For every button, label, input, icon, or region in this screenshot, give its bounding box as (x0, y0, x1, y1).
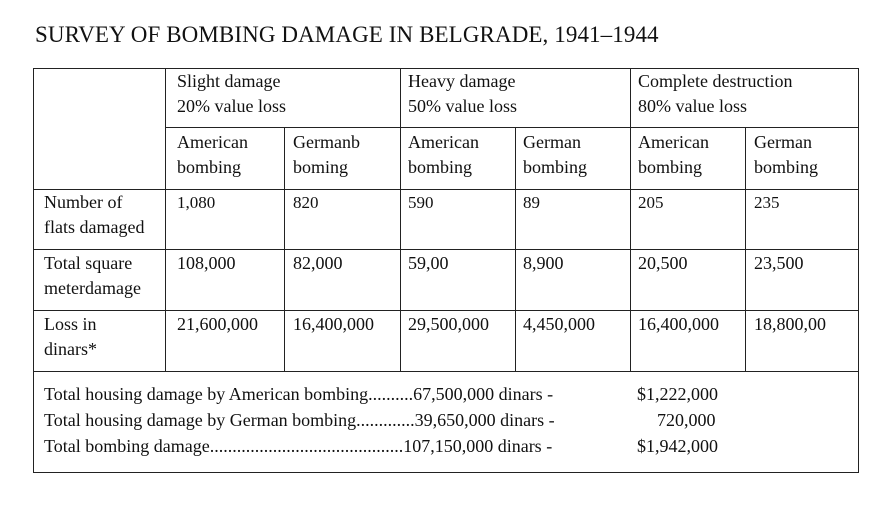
group-header-complete (638, 69, 792, 119)
table-rule-subheader (33, 189, 859, 190)
table-cell: 21,600,000 (177, 314, 258, 334)
subheader-complete-german (754, 130, 818, 180)
page-title: SURVEY OF BOMBING DAMAGE IN BELGRADE, 1941–1944 (35, 22, 659, 47)
subheader-line: German (523, 132, 581, 152)
subheader-line: bombing (523, 157, 588, 177)
subheader-line: German (754, 132, 812, 152)
summary-american (44, 381, 718, 407)
table-cell: 16,400,000 (293, 314, 374, 334)
summary-label: Total housing damage by German bombing.............39,650,000 dinars - (44, 410, 555, 430)
table-col-rule-3 (400, 68, 401, 371)
group-name: Slight damage (177, 71, 281, 91)
table-cell: 16,400,000 (638, 314, 719, 334)
table-cell: 590 (408, 193, 434, 212)
subheader-line: American (177, 132, 248, 152)
row-label-line: flats damaged (44, 217, 145, 237)
table-cell: 82,000 (293, 253, 343, 273)
table-rule-row3 (33, 371, 859, 372)
row-label-line: dinars* (44, 339, 97, 359)
table-cell: 89 (523, 193, 540, 212)
table-col-rule-5 (630, 68, 631, 371)
table-cell: 108,000 (177, 253, 236, 273)
table-cell: 29,500,000 (408, 314, 489, 334)
table-rule-row2 (33, 310, 859, 311)
row-label-line: Total square (44, 253, 133, 273)
summary-total (44, 433, 718, 459)
subheader-complete-american (638, 130, 709, 180)
group-header-slight (177, 69, 286, 119)
table-cell: 4,450,000 (523, 314, 595, 334)
table-col-rule-4 (515, 127, 516, 371)
group-loss: 80% value loss (638, 96, 747, 116)
group-name: Complete destruction (638, 71, 793, 91)
group-loss: 20% value loss (177, 96, 286, 116)
subheader-heavy-american (408, 130, 479, 180)
table-rule-group-header (165, 127, 859, 128)
table-cell: 1,080 (177, 193, 216, 212)
subheader-slight-german (293, 130, 360, 180)
summary-german (44, 407, 716, 433)
table-cell: 23,500 (754, 253, 804, 273)
subheader-line: bombing (638, 157, 703, 177)
table-rule-row1 (33, 249, 859, 250)
table-col-rule-6 (745, 127, 746, 371)
row-label-square-meters (44, 251, 141, 301)
subheader-line: Germanb (293, 132, 360, 152)
table-col-rule-1 (165, 68, 166, 371)
summary-amount: 720,000 (657, 410, 716, 430)
group-header-heavy (408, 69, 517, 119)
table-cell: 820 (293, 193, 319, 212)
subheader-line: American (408, 132, 479, 152)
subheader-line: bombing (754, 157, 819, 177)
table-cell: 20,500 (638, 253, 688, 273)
summary-amount: $1,222,000 (637, 384, 718, 404)
table-cell: 8,900 (523, 253, 564, 273)
summary-label: Total bombing damage...........................................107,150,000 dinars - (44, 436, 553, 456)
table-cell: 59,00 (408, 253, 449, 273)
subheader-line: American (638, 132, 709, 152)
row-label-line: meterdamage (44, 278, 141, 298)
row-label-line: Loss in (44, 314, 97, 334)
row-label-loss-dinars (44, 312, 97, 362)
subheader-line: boming (293, 157, 349, 177)
subheader-line: bombing (177, 157, 242, 177)
table-col-rule-2 (284, 127, 285, 371)
summary-amount: $1,942,000 (637, 436, 718, 456)
subheader-line: bombing (408, 157, 473, 177)
table-cell: 18,800,00 (754, 314, 826, 334)
subheader-heavy-german (523, 130, 587, 180)
group-name: Heavy damage (408, 71, 516, 91)
summary-label: Total housing damage by American bombing..........67,500,000 dinars - (44, 384, 554, 404)
row-label-flats (44, 190, 144, 240)
group-loss: 50% value loss (408, 96, 517, 116)
table-cell: 235 (754, 193, 780, 212)
table-cell: 205 (638, 193, 664, 212)
subheader-slight-american (177, 130, 248, 180)
row-label-line: Number of (44, 192, 123, 212)
